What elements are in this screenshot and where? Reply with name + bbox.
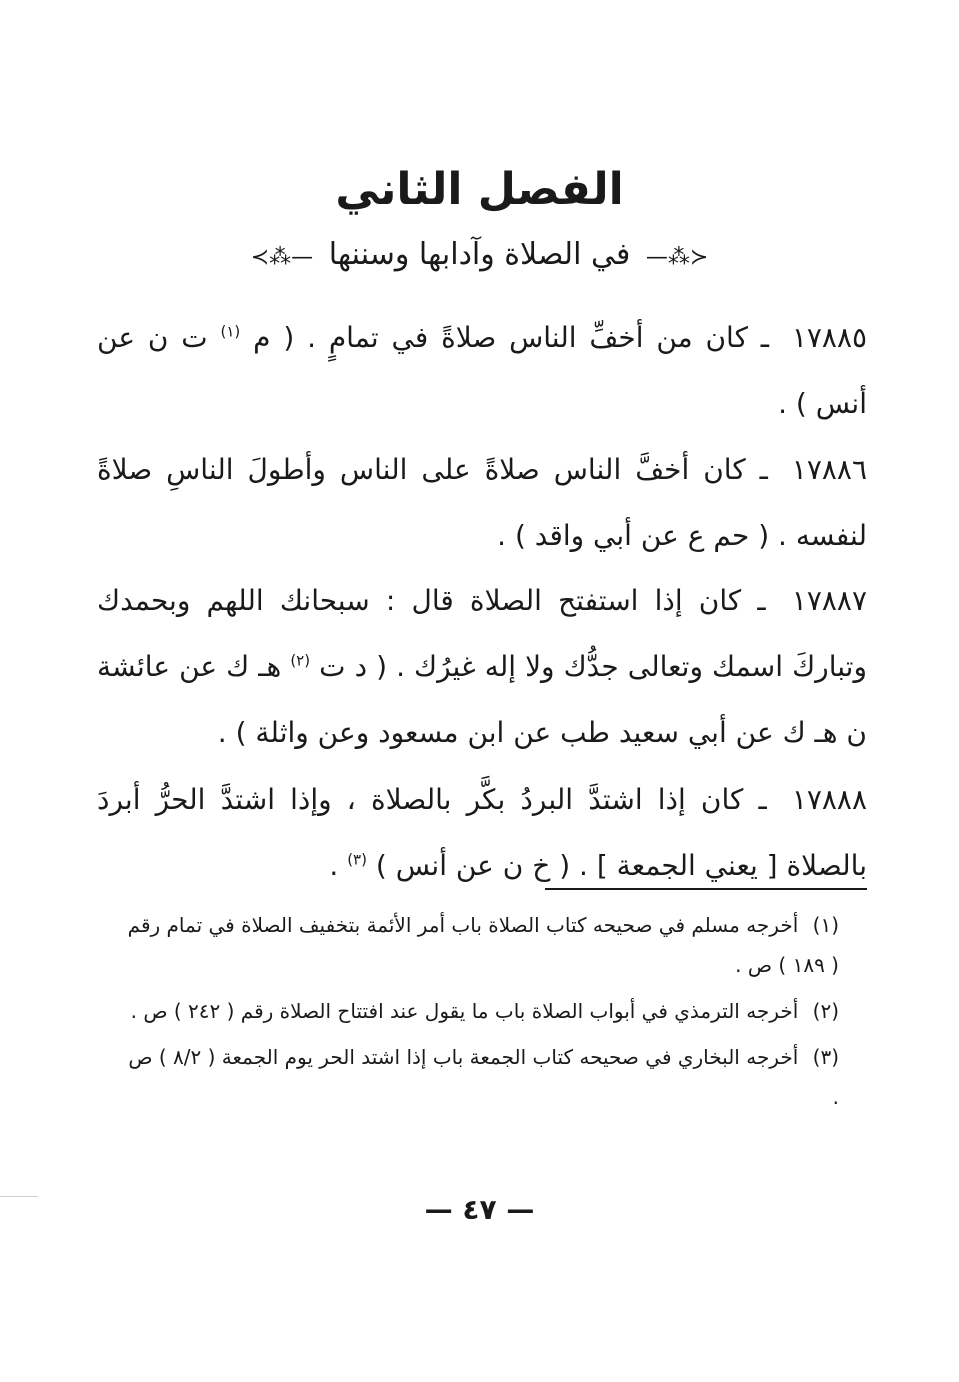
footnote-divider <box>545 888 867 890</box>
footnote-number: (٣) <box>812 1045 839 1069</box>
hadith-dash: ـ <box>758 783 767 816</box>
footnote-item <box>119 991 839 1031</box>
chapter-title: الفصل الثاني <box>335 164 624 215</box>
hadith-entry <box>97 767 867 899</box>
hadith-entry <box>97 305 867 437</box>
hadith-number: ١٧٨٨٧ <box>791 584 867 617</box>
footnote-text: أخرجه الترمذي في أبواب الصلاة باب ما يقول عند افتتاح الصلاة رقم ( ٢٤٢ ) ص . <box>130 999 799 1023</box>
hadith-text: كان من أخفِّ الناس صلاةً في تمامٍ . ( م <box>253 321 748 354</box>
footnote-text: أخرجه مسلم في صحيحه كتاب الصلاة باب أمر الأئمة بتخفيف الصلاة في تمام رقم ( ١٨٩ ) ص . <box>127 913 839 977</box>
footnote-number: (١) <box>812 913 839 937</box>
hadith-text: كان إذا اشتدَّ البردُ بكَّر بالصلاة ، وإذا اشتدَّ الحرُّ أبردَ بالصلاة [ يعني الجمعة ] . ( خ ن عن أنس ) <box>97 783 867 882</box>
scan-edge-mark <box>0 1196 38 1197</box>
footnote-ref: (٣) <box>347 850 367 869</box>
footnote-item <box>119 1037 839 1117</box>
hadith-entry <box>97 437 867 569</box>
footnote-number: (٢) <box>812 999 839 1023</box>
hadith-dash: ـ <box>760 321 769 354</box>
hadith-text-continued: . <box>329 849 339 882</box>
hadith-number: ١٧٨٨٨ <box>791 783 868 816</box>
section-subtitle <box>0 232 959 281</box>
hadith-text-continued: هـ ك عن عائشة ن هـ ك عن أبي سعيد طب عن ابن مسعود وعن واثلة ) . <box>97 650 867 749</box>
footnote-ref: (٢) <box>290 651 311 670</box>
hadith-text: كان إذا استفتح الصلاة قال : سبحانك اللهم وبحمدك وتباركَ اسمك وتعالى جدُّك ولا إله غيرُك . ( د ت <box>97 584 867 683</box>
hadith-number: ١٧٨٨٦ <box>791 453 867 486</box>
hadith-dash: ـ <box>759 453 768 486</box>
hadith-text-continued: ت ن عن أنس ) . <box>97 321 867 420</box>
footnote-ref: (١) <box>220 322 241 341</box>
hadith-number: ١٧٨٨٥ <box>791 321 868 354</box>
footnote-item <box>119 905 839 985</box>
hadith-entry <box>97 568 867 766</box>
hadith-text: كان أخفَّ الناس صلاةً على الناس وأطولَ الناسِ صلاةً لنفسه . ( حم ع عن أبي واقد ) . <box>97 453 867 552</box>
footnotes <box>119 905 839 1123</box>
subtitle-text: في الصلاة وآدابها وسننها <box>328 237 631 272</box>
footnote-text: أخرجه البخاري في صحيحه كتاب الجمعة باب إذا اشتد الحر يوم الجمعة ( ٨/٢ ) ص . <box>128 1045 839 1109</box>
hadith-dash: ـ <box>757 584 766 617</box>
ornament-right-icon: ≺⁂— <box>645 245 709 270</box>
ornament-left-icon: —⁂≻ <box>250 245 314 270</box>
page-number: — ٤٧ — <box>424 1193 535 1226</box>
